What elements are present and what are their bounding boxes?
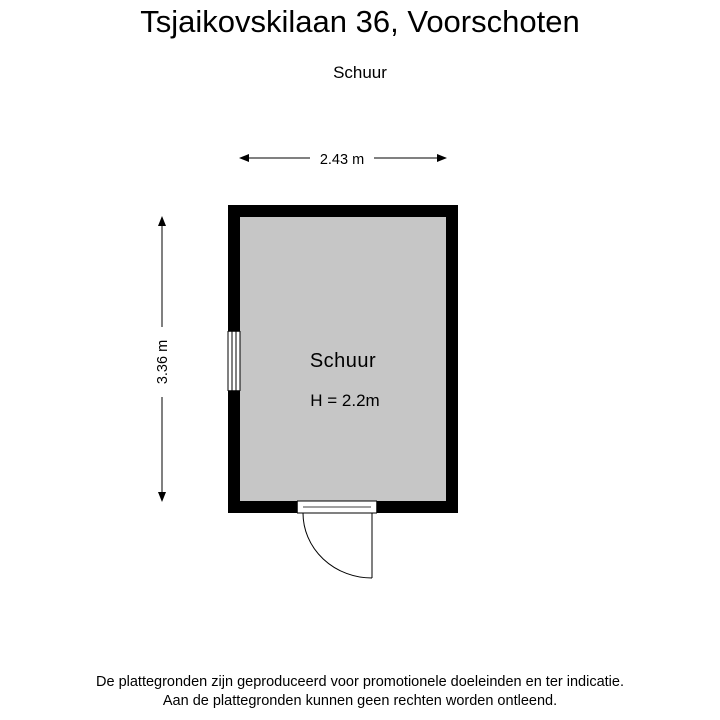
disclaimer-line-2: Aan de plattegronden kunnen geen rechten worden ontleend. <box>162 693 558 709</box>
room-height: H = 2.2m <box>310 391 380 410</box>
depth-dimension <box>155 217 171 501</box>
door <box>297 501 377 578</box>
width-dimension-label: 2.43 m <box>319 152 365 168</box>
disclaimer-line-1: De plattegronden zijn geproduceerd voor promotionele doeleinden en ter indicatie. <box>96 674 624 690</box>
room-name: Schuur <box>309 350 377 372</box>
disclaimer <box>0 673 720 711</box>
door-swing-arc <box>303 513 372 578</box>
width-dimension <box>240 152 446 168</box>
depth-dimension-label: 3.36 m <box>155 339 171 385</box>
address-title: Tsjaikovskilaan 36, Voorschoten <box>140 4 580 39</box>
window <box>228 331 240 391</box>
floor-label: Schuur <box>333 63 387 82</box>
